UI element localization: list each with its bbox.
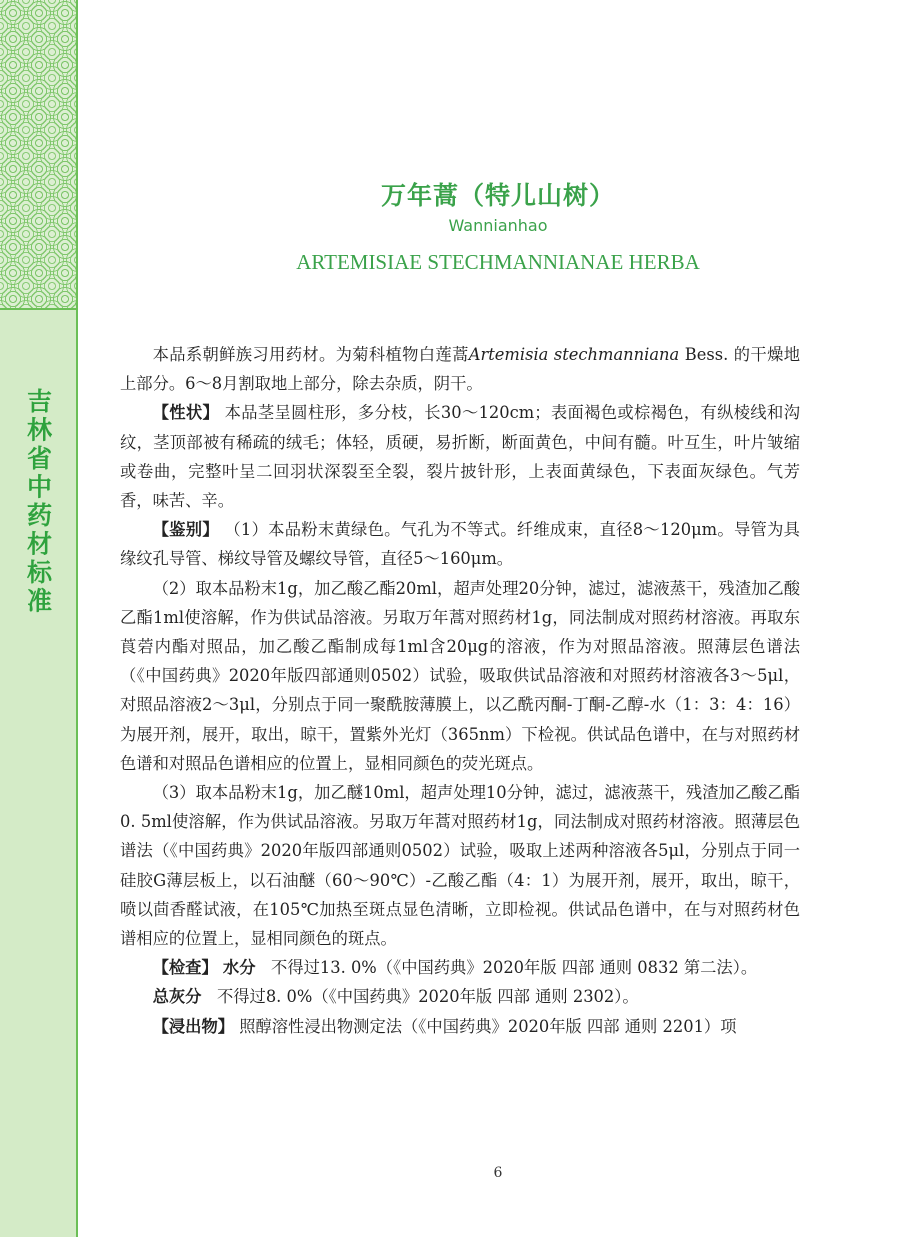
test-paragraph bbox=[120, 953, 800, 982]
description-paragraph bbox=[120, 398, 800, 515]
identification-text-2: （2）取本品粉末1g，加乙酸乙酯20ml，超声处理20分钟，滤过，滤液蒸干，残渣加乙酸乙酯1ml使溶解，作为供试品溶液。另取万年蒿对照药材1g，同法制成对照药材溶液。再取东莨菪内酯对照品，加乙酸乙酯制成每1ml含20μg的溶液，作为对照品溶液。照薄层色谱法（《中国药典》2020年版四部通则0502）试验，吸取供试品溶液和对照药材溶液各3～5μl，对照品溶液2～3μl，分别点于同一聚酰胺薄膜上，以乙酰丙酮-丁酮-乙醇-水（1：3：4：16）为展开剂，展开，取出，晾干，置紫外光灯（365nm）下检视。供试品色谱中，在与对照药材色谱和对照品色谱相应的位置上，显相同颜色的荧光斑点。 bbox=[120, 578, 800, 773]
identification-paragraph-2 bbox=[120, 574, 800, 778]
intro-text: 本品系朝鲜族习用药材。为菊科植物白莲蒿 bbox=[152, 345, 469, 364]
page-title: 万年蒿（特儿山树） bbox=[380, 181, 615, 210]
water-text: 不得过13. 0%（《中国药典》2020年版 四部 通则 0832 第二法）。 bbox=[271, 958, 758, 978]
identification-text-1: （1）本品粉末黄绿色。气孔为不等式。纤维成束，直径8～120μm。导管为具缘纹孔导管、梯纹导管及螺纹导管，直径5～160μm。 bbox=[120, 520, 800, 569]
sidebar bbox=[0, 0, 78, 1237]
ash-text: 不得过8. 0%（《中国药典》2020年版 四部 通则 2302）。 bbox=[216, 987, 639, 1007]
test-heading: 【检查】 bbox=[152, 958, 218, 978]
identification-paragraph-3 bbox=[120, 778, 800, 953]
identification-text-3: （3）取本品粉末1g，加乙醚10ml，超声处理10分钟，滤过，滤液蒸干，残渣加乙酸乙酯0. 5ml使溶解，作为供试品溶液。另取万年蒿对照药材1g，同法制成对照药材溶液。照薄层色谱法（《中国药典》2020年版四部通则0502）试验，吸取上述两种溶液各5μl，分别点于同一硅胶G薄层板上，以石油醚（60～90℃）-乙酸乙酯（4：1）为展开剂，展开，取出，晾干，喷以茴香醛试液，在105℃加热至斑点显色清晰，立即检视。供试品色谱中，在与对照药材色谱相应的位置上，显相同颜色的斑点。 bbox=[120, 783, 800, 949]
description-heading: 【性状】 bbox=[152, 403, 220, 423]
identification-heading: 【鉴别】 bbox=[152, 520, 219, 540]
intro-paragraph bbox=[120, 340, 800, 398]
ash-paragraph bbox=[120, 982, 800, 1011]
page-number: 6 bbox=[493, 1165, 503, 1181]
extract-paragraph bbox=[120, 1012, 800, 1041]
decorative-pattern bbox=[0, 0, 76, 310]
identification-paragraph-1 bbox=[120, 515, 800, 573]
species-name: Artemisia stechmanniana bbox=[468, 345, 680, 364]
description-text: 本品茎呈圆柱形，多分枝，长30～120cm；表面褐色或棕褐色，有纵棱线和沟纹，茎顶部被有稀疏的绒毛；体轻，质硬，易折断，断面黄色，中间有髓。叶互生，叶片皱缩或卷曲，完整叶呈二回羽状深裂至全裂，裂片披针形，上表面黄绿色，下表面灰绿色。气芳香，味苦、辛。 bbox=[120, 403, 800, 511]
sidebar-title: 吉林省中药材标准 bbox=[23, 388, 53, 616]
intro-text-cont: Bess. 的干燥地上部分。6～8月割取地上部分，除去杂质，阴干。 bbox=[120, 345, 800, 394]
latin-title: ARTEMISIAE STECHMANNIANAE HERBA bbox=[296, 250, 700, 274]
monograph-body bbox=[120, 340, 800, 1041]
pinyin-title: Wannianhao bbox=[448, 216, 548, 235]
water-heading: 水分 bbox=[222, 958, 256, 978]
ash-heading: 总灰分 bbox=[152, 987, 202, 1007]
sidebar-title-wrap bbox=[0, 388, 76, 616]
extract-heading: 【浸出物】 bbox=[152, 1016, 235, 1036]
extract-text: 照醇溶性浸出物测定法（《中国药典》2020年版 四部 通则 2201）项 bbox=[239, 1016, 737, 1036]
